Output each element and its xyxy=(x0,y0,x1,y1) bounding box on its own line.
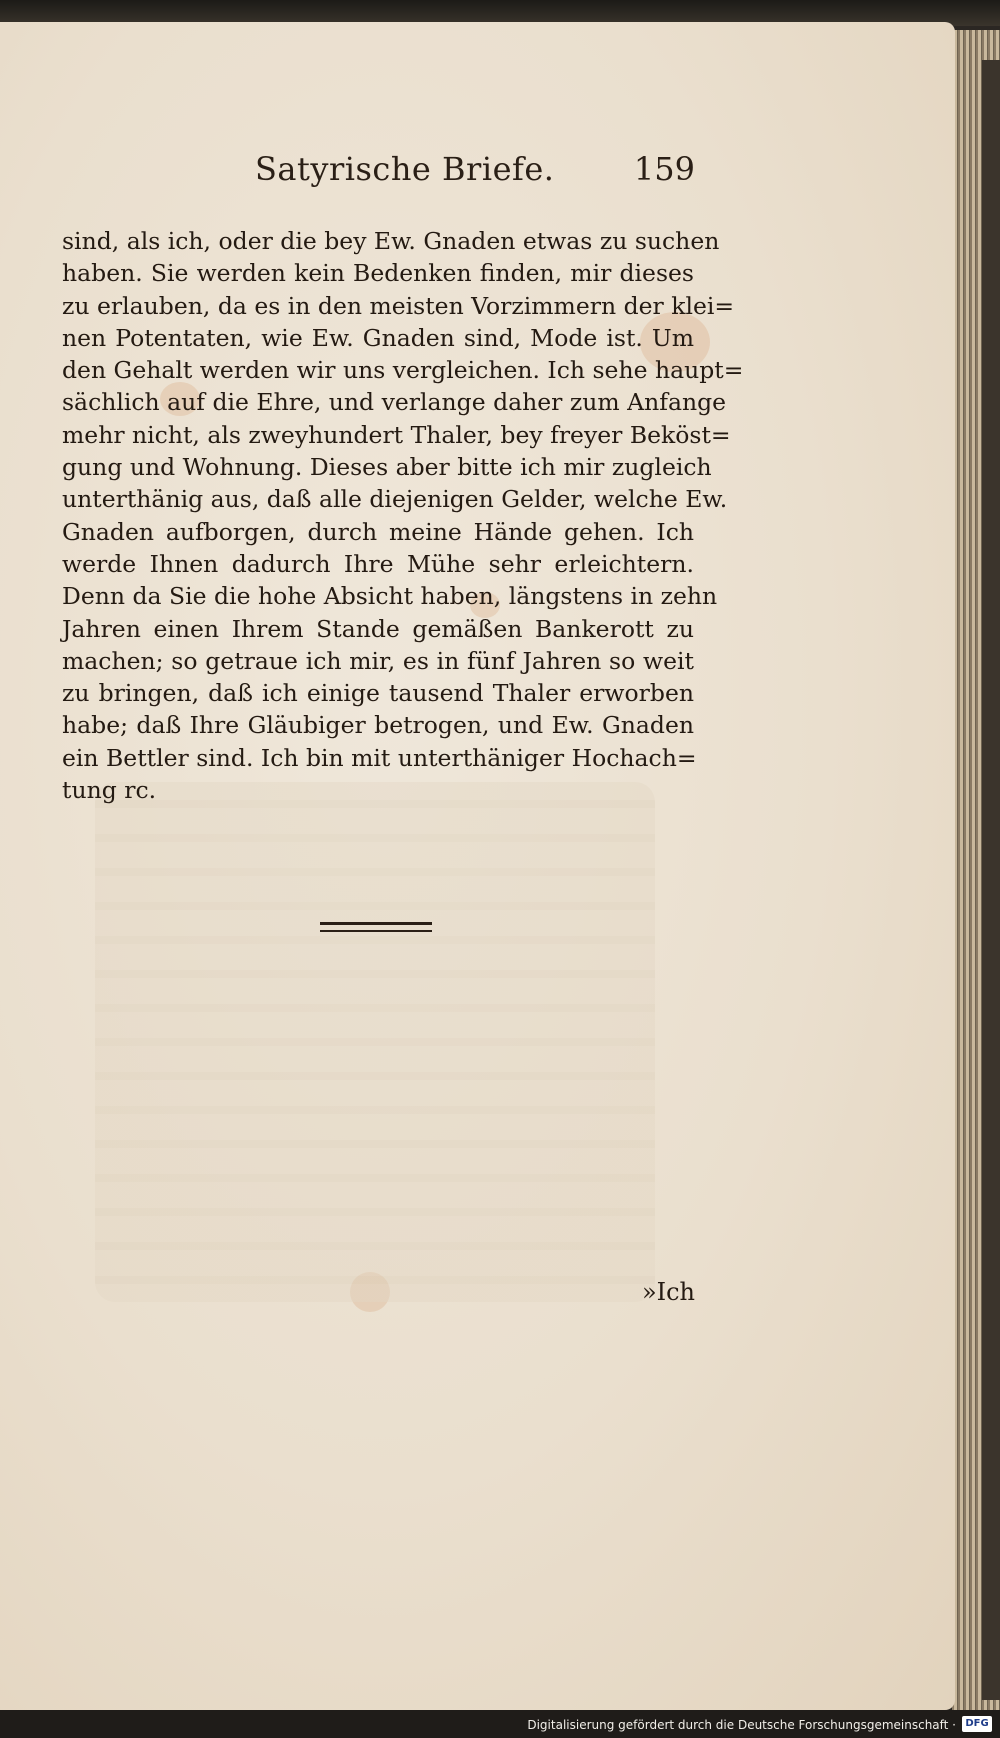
text-line: werde Ihnen dadurch Ihre Mühe sehr erleichtern. xyxy=(62,549,694,578)
text-line: machen; so getraue ich mir, es in fünf Jahren so weit xyxy=(62,646,694,675)
text-line: nen Potentaten, wie Ew. Gnaden sind, Mode ist. Um xyxy=(62,323,694,352)
running-title: Satyrische Briefe. xyxy=(255,150,555,188)
dfg-logo: DFG xyxy=(962,1716,992,1732)
text-line: zu erlauben, da es in den meisten Vorzimmern der klei= xyxy=(62,291,735,320)
page-number: 159 xyxy=(633,150,695,188)
divider-thick-line xyxy=(320,922,432,925)
page-header xyxy=(255,150,695,196)
text-line: tung rc. xyxy=(62,776,157,805)
text-line: sächlich auf die Ehre, und verlange daher zum Anfange xyxy=(62,388,727,417)
divider-thin-line xyxy=(320,930,432,932)
text-line: Denn da Sie die hohe Absicht haben, längstens in zehn xyxy=(62,582,718,611)
text-line: unterthänig aus, daß alle diejenigen Gelder, welche Ew. xyxy=(62,485,728,514)
text-line: Gnaden aufborgen, durch meine Hände gehen. Ich xyxy=(62,517,694,546)
text-line: habe; daß Ihre Gläubiger betrogen, und Ew. Gnaden xyxy=(62,711,694,740)
catchword: »Ich xyxy=(641,1278,695,1306)
text-line: haben. Sie werden kein Bedenken finden, mir dieses xyxy=(62,259,694,288)
section-divider-rule xyxy=(320,922,432,936)
text-line: sind, als ich, oder die bey Ew. Gnaden etwas zu suchen xyxy=(62,227,720,255)
book-cover-edge xyxy=(982,60,1000,1700)
text-line: Jahren einen Ihrem Stande gemäßen Bankerott zu xyxy=(62,614,694,643)
body-text xyxy=(62,225,744,806)
text-line: zu bringen, daß ich einige tausend Thaler erworben xyxy=(62,679,694,708)
text-line: den Gehalt werden wir uns vergleichen. Ich sehe haupt= xyxy=(62,356,744,385)
text-line: gung und Wohnung. Dieses aber bitte ich mir zugleich xyxy=(62,453,712,482)
text-line: mehr nicht, als zweyhundert Thaler, bey freyer Beköst= xyxy=(62,420,731,449)
digitization-credit: Digitalisierung gefördert durch die Deutsche Forschungsgemeinschaft · xyxy=(527,1718,956,1732)
show-through-text xyxy=(95,782,655,1302)
text-line: ein Bettler sind. Ich bin mit unterthäniger Hochach= xyxy=(62,743,697,772)
